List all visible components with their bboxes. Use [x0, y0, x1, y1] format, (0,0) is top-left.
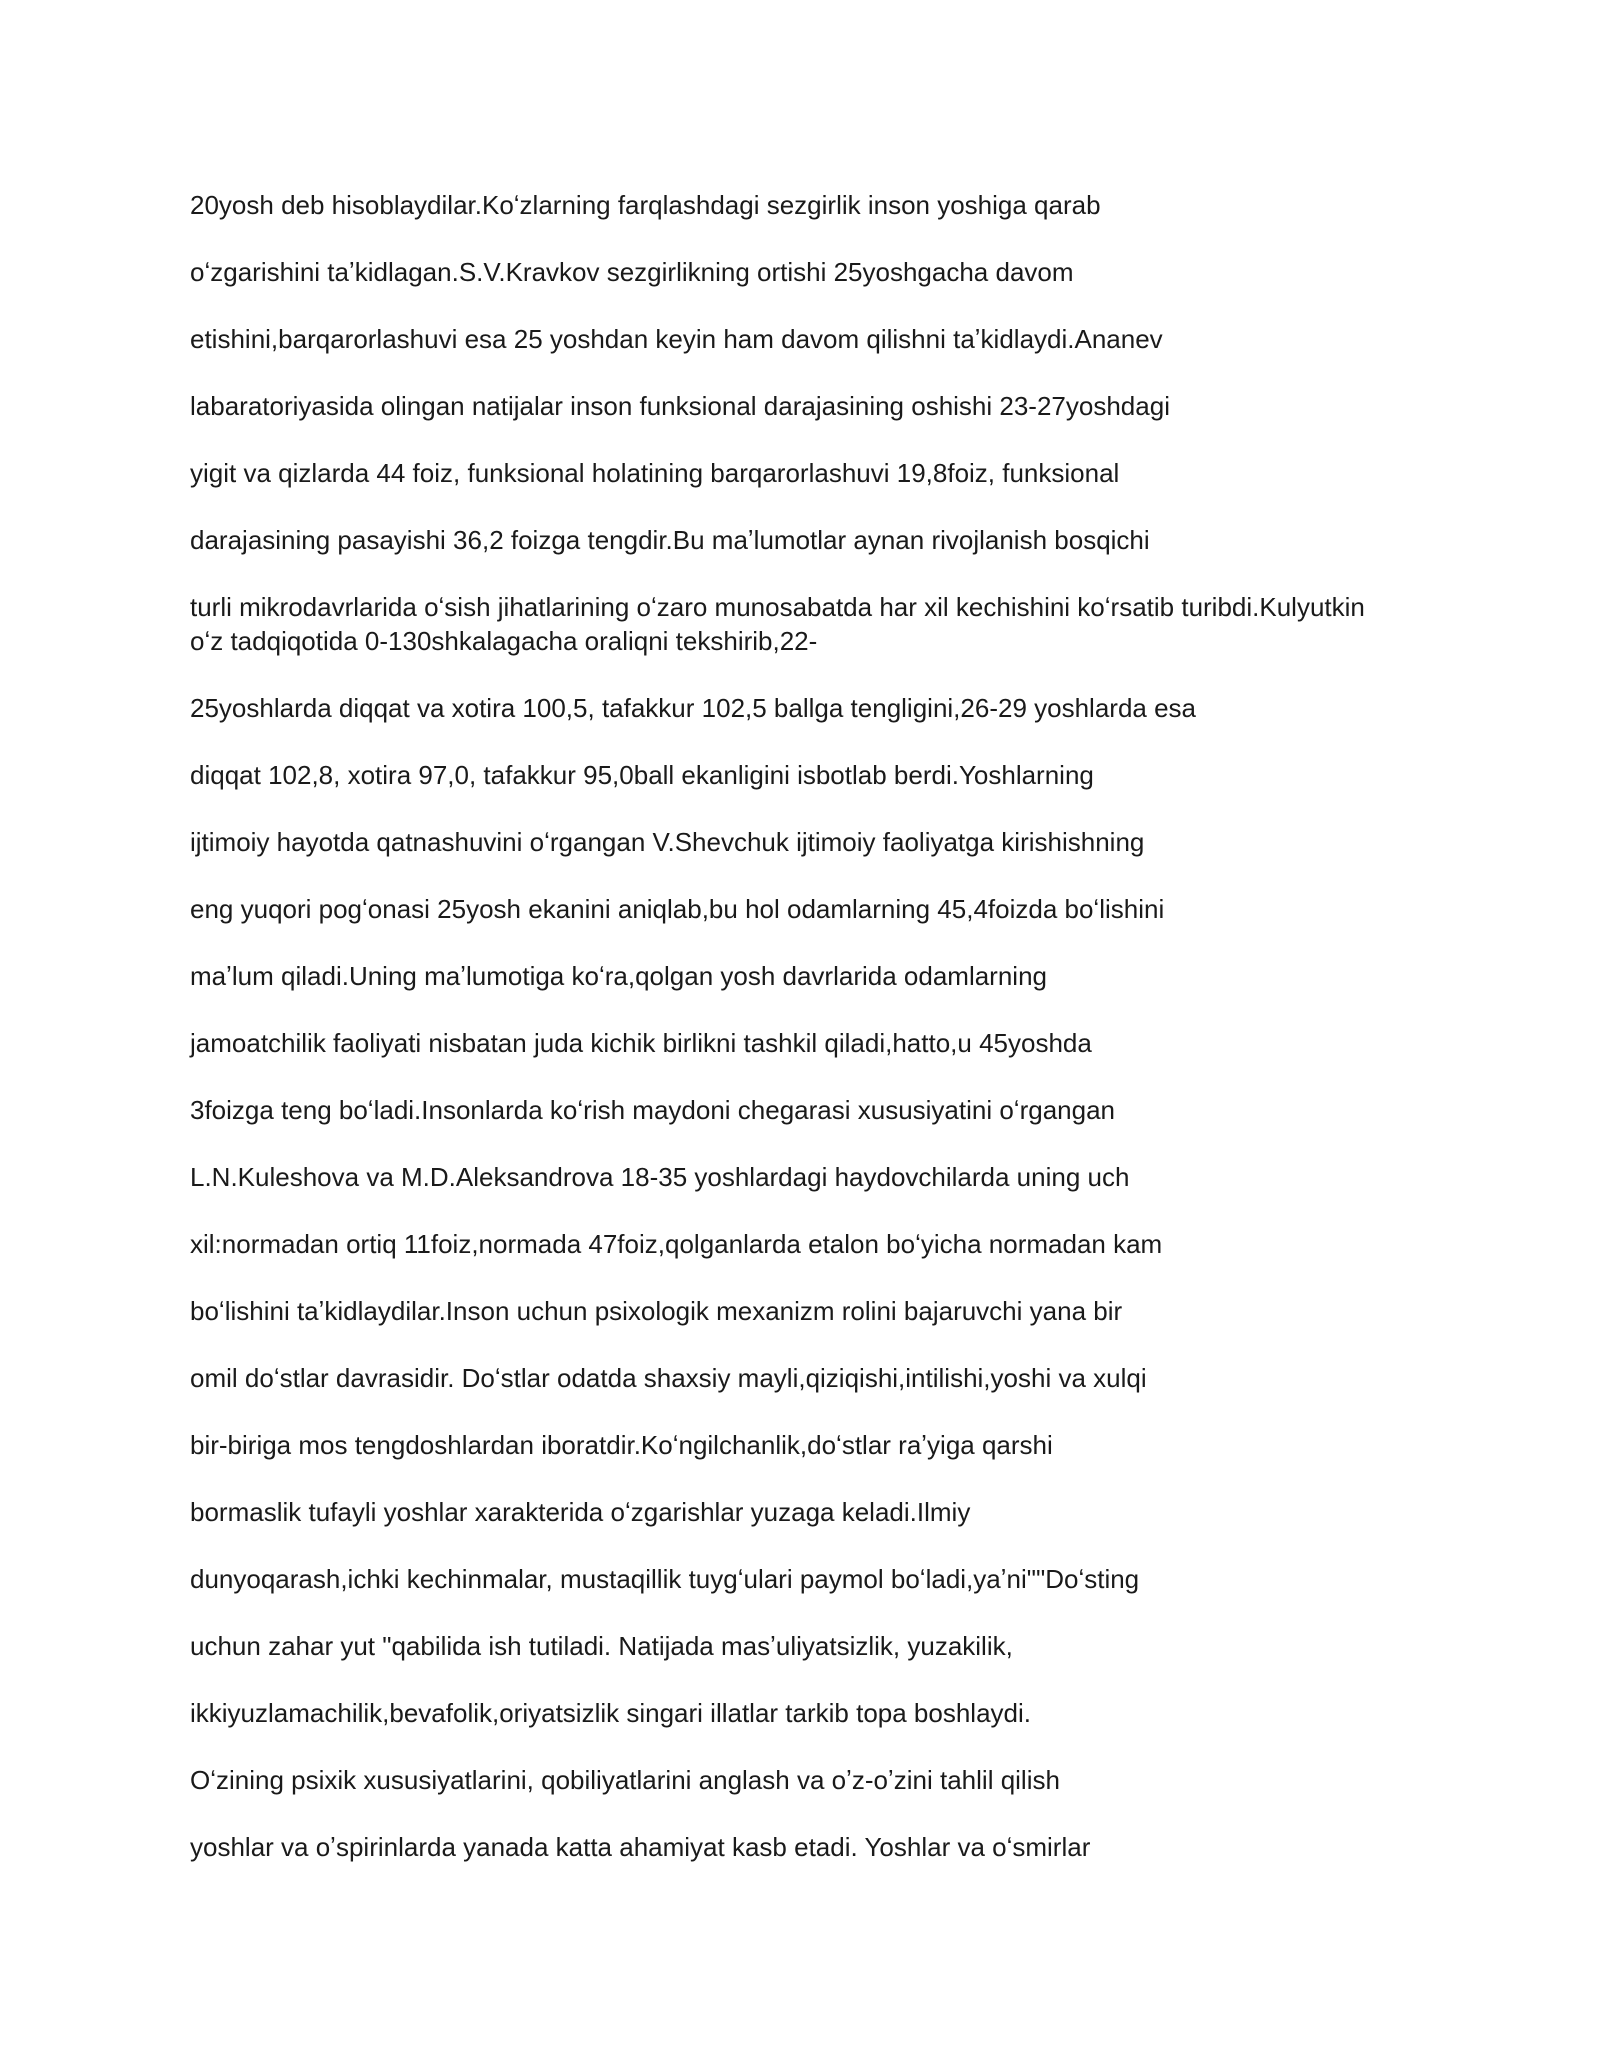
text-line: 25yoshlarda diqqat va xotira 100,5, tafakkur 102,5 ballga tengligini,26-29 yoshlarda esa: [190, 693, 1197, 723]
text-line: diqqat 102,8, xotira 97,0, tafakkur 95,0ball ekanligini isbotlab berdi.Yoshlarning: [190, 760, 1094, 790]
text-line: 20yosh deb hisoblaydilar.Koʻzlarning farqlashdagi sezgirlik inson yoshiga qarab: [190, 190, 1101, 220]
text-line: ijtimoiy hayotda qatnashuvini oʻrgangan V.Shevchuk ijtimoiy faoliyatga kirishishning: [190, 827, 1145, 857]
text-line: dunyoqarash,ichki kechinmalar, mustaqillik tuygʻulari paymol boʻladi,yaʼni""Doʻsting: [190, 1564, 1140, 1594]
text-line: bir-biriga mos tengdoshlardan iboratdir.Koʻngilchanlik,doʻstlar raʼyiga qarshi: [190, 1430, 1053, 1460]
text-line: etishini,barqarorlashuvi esa 25 yoshdan keyin ham davom qilishni taʼkidlaydi.Ananev: [190, 324, 1163, 354]
text-line: Oʻzining psixik xususiyatlarini, qobiliyatlarini anglash va oʼz-oʼzini tahlil qilish: [190, 1765, 1060, 1795]
text-line: bormaslik tufayli yoshlar xarakterida oʻzgarishlar yuzaga keladi.Ilmiy: [190, 1497, 971, 1527]
text-line: turli mikrodavrlarida oʻsish jihatlarining oʻzaro munosabatda har xil kechishini koʻrsatib turibdi.Kulyutkin: [190, 592, 1365, 622]
text-line: oʻzgarishini taʼkidlagan.S.V.Kravkov sezgirlikning ortishi 25yoshgacha davom: [190, 257, 1074, 287]
body-text: [190, 188, 1430, 1897]
text-line: yigit va qizlarda 44 foiz, funksional holatining barqarorlashuvi 19,8foiz, funksional: [190, 458, 1120, 488]
text-line: labaratoriyasida olingan natijalar inson funksional darajasining oshishi 23-27yoshdagi: [190, 391, 1170, 421]
text-line: yoshlar va oʼspirinlarda yanada katta ahamiyat kasb etadi. Yoshlar va oʻsmirlar: [190, 1832, 1091, 1862]
text-line: jamoatchilik faoliyati nisbatan juda kichik birlikni tashkil qiladi,hatto,u 45yoshda: [190, 1028, 1092, 1058]
text-line: 3foizga teng boʻladi.Insonlarda koʻrish maydoni chegarasi xususiyatini oʻrgangan: [190, 1095, 1116, 1125]
text-line: darajasining pasayishi 36,2 foizga tengdir.Bu maʼlumotlar aynan rivojlanish bosqichi: [190, 525, 1150, 555]
text-line: oʻz tadqiqotida 0-130shkalagacha oraliqni tekshirib,22-: [190, 626, 818, 656]
text-line: L.N.Kuleshova va M.D.Aleksandrova 18-35 yoshlardagi haydovchilarda uning uch: [190, 1162, 1130, 1192]
text-line: boʻlishini taʼkidlaydilar.Inson uchun psixologik mexanizm rolini bajaruvchi yana bir: [190, 1296, 1123, 1326]
text-line: eng yuqori pogʻonasi 25yosh ekanini aniqlab,bu hol odamlarning 45,4foizda boʻlishini: [190, 894, 1165, 924]
text-line: xil:normadan ortiq 11foiz,normada 47foiz,qolganlarda etalon boʻyicha normadan kam: [190, 1229, 1163, 1259]
text-line: maʼlum qiladi.Uning maʼlumotiga koʻra,qolgan yosh davrlarida odamlarning: [190, 961, 1047, 991]
text-line: omil doʻstlar davrasidir. Doʻstlar odatda shaxsiy mayli,qiziqishi,intilishi,yoshi va xulqi: [190, 1363, 1147, 1393]
text-line: ikkiyuzlamachilik,bevafolik,oriyatsizlik singari illatlar tarkib topa boshlaydi.: [190, 1698, 1032, 1728]
text-line: uchun zahar yut "qabilida ish tutiladi. Natijada masʼuliyatsizlik, yuzakilik,: [190, 1631, 1013, 1661]
